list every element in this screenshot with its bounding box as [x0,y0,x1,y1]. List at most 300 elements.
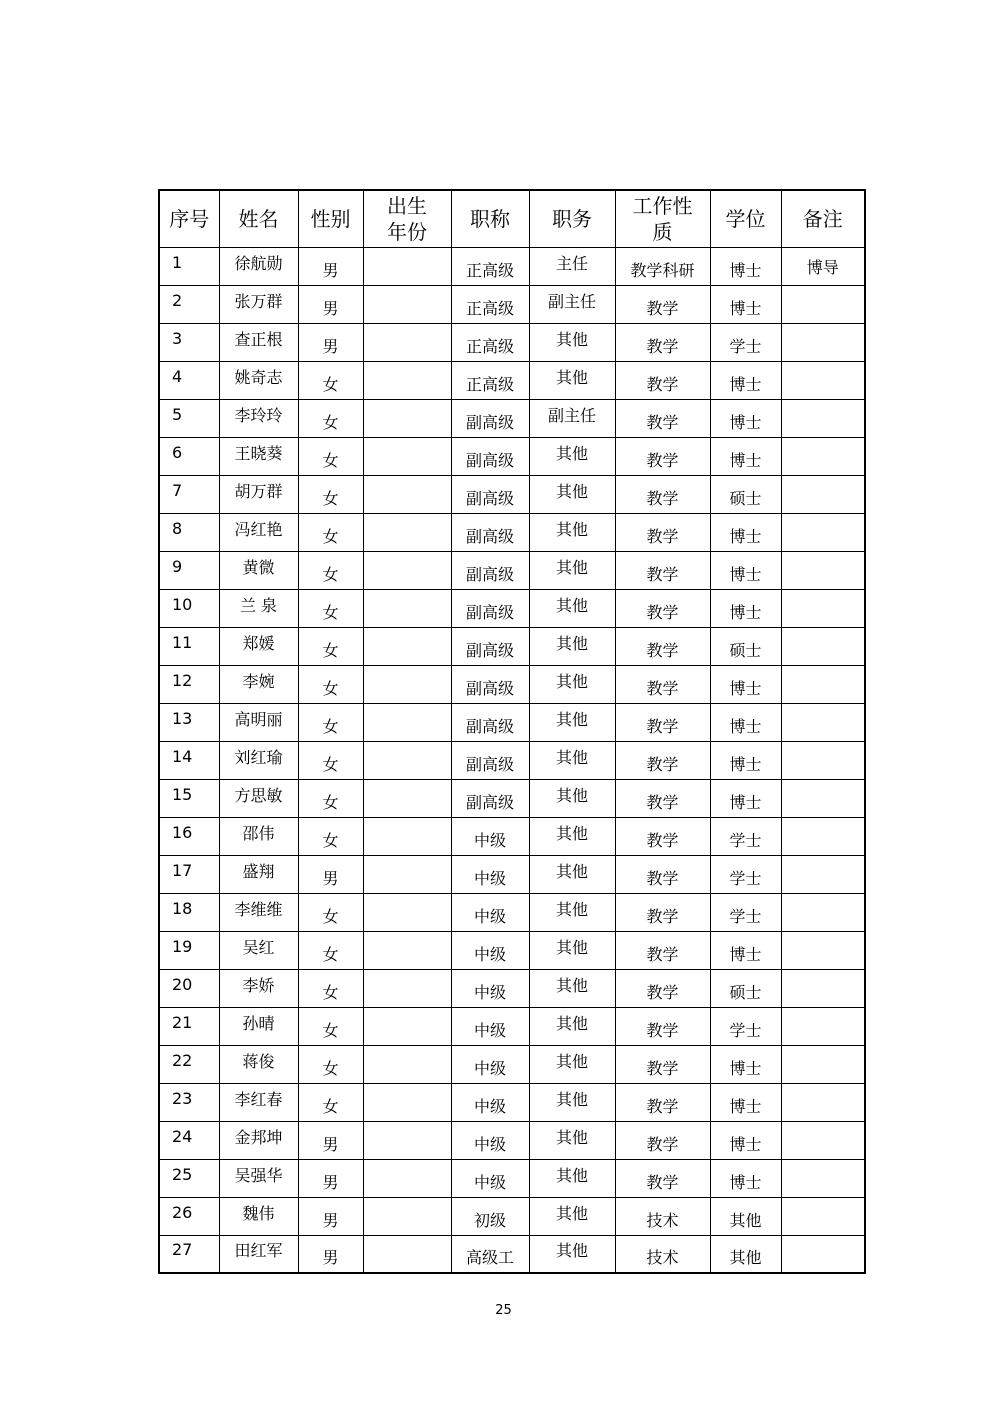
cell-work-nature [615,513,710,551]
table-row [159,1121,865,1159]
table-row [159,1045,865,1083]
cell-title [451,931,529,969]
cell-work-nature-text: 教学 [646,1020,679,1040]
cell-title [451,817,529,855]
cell-degree [710,1121,781,1159]
cell-degree-text: 博士 [729,1096,762,1116]
cell-work-nature [615,1045,710,1083]
cell-name [219,247,298,285]
cell-degree [710,1045,781,1083]
cell-title-text: 中级 [473,944,506,964]
cell-degree [710,855,781,893]
cell-name [219,1235,298,1273]
cell-position [529,1159,615,1197]
cell-name [219,1007,298,1045]
cell-name-text: 蒋俊 [242,1051,275,1071]
cell-birth-year [363,1197,451,1235]
cell-remarks [781,361,865,399]
cell-gender-text: 女 [322,450,339,470]
cell-position-text: 其他 [555,1203,588,1223]
cell-name [219,1045,298,1083]
cell-no-text: 13 [172,708,193,728]
cell-no [159,437,219,475]
cell-work-nature [615,1235,710,1273]
cell-birth-year [363,285,451,323]
cell-no-text: 21 [172,1012,193,1032]
cell-degree-text: 硕士 [729,488,762,508]
cell-degree [710,893,781,931]
cell-degree [710,931,781,969]
cell-position-text: 其他 [555,1127,588,1147]
cell-degree [710,589,781,627]
page-number: 25 [495,1303,512,1318]
cell-gender-text: 女 [322,906,339,926]
cell-degree [710,361,781,399]
cell-name [219,969,298,1007]
cell-work-nature [615,589,710,627]
cell-title-text: 中级 [473,1020,506,1040]
cell-title [451,437,529,475]
cell-gender-text: 女 [322,526,339,546]
table-row [159,323,865,361]
cell-gender-text: 女 [322,792,339,812]
cell-remarks-text: 博导 [806,257,839,277]
cell-remarks [781,1121,865,1159]
cell-title [451,323,529,361]
cell-title [451,1197,529,1235]
cell-remarks [781,969,865,1007]
cell-remarks [781,1083,865,1121]
cell-work-nature [615,1121,710,1159]
cell-work-nature-text: 教学 [646,564,679,584]
cell-position [529,323,615,361]
cell-title-text: 副高级 [465,564,514,584]
table-row [159,551,865,589]
table-row [159,399,865,437]
cell-degree [710,1007,781,1045]
cell-birth-year [363,627,451,665]
cell-no-text: 19 [172,936,193,956]
table-row [159,247,865,285]
cell-no [159,1045,219,1083]
cell-degree-text: 博士 [729,678,762,698]
cell-name [219,779,298,817]
cell-degree [710,665,781,703]
cell-degree [710,627,781,665]
cell-no-text: 2 [172,290,183,310]
cell-title-text: 副高级 [465,792,514,812]
cell-degree [710,703,781,741]
header-birth-year-line2: 年份 [387,219,427,244]
cell-birth-year [363,893,451,931]
cell-gender [298,285,363,323]
cell-gender [298,1007,363,1045]
cell-gender-text: 女 [322,1096,339,1116]
cell-title [451,1045,529,1083]
header-birth-year-line1: 出生 [387,193,427,218]
cell-title [451,779,529,817]
cell-no-text: 3 [172,328,183,348]
cell-no [159,893,219,931]
cell-remarks [781,475,865,513]
cell-work-nature-text: 教学 [646,792,679,812]
cell-birth-year [363,513,451,551]
cell-work-nature-text: 教学 [646,602,679,622]
cell-no [159,703,219,741]
cell-position [529,855,615,893]
cell-title-text: 中级 [473,1134,506,1154]
cell-work-nature-text: 教学 [646,336,679,356]
cell-degree-text: 博士 [729,716,762,736]
cell-title-text: 副高级 [465,412,514,432]
cell-no [159,361,219,399]
cell-gender-text: 男 [322,1248,339,1268]
cell-name [219,855,298,893]
cell-title [451,513,529,551]
cell-gender [298,399,363,437]
cell-no-text: 6 [172,442,183,462]
cell-work-nature-text: 教学 [646,640,679,660]
cell-position [529,893,615,931]
cell-gender [298,969,363,1007]
cell-birth-year [363,931,451,969]
cell-degree-text: 硕士 [729,982,762,1002]
cell-remarks [781,247,865,285]
cell-work-nature [615,665,710,703]
cell-gender [298,779,363,817]
cell-position [529,437,615,475]
cell-work-nature-text: 教学 [646,298,679,318]
cell-position [529,1083,615,1121]
cell-gender-text: 女 [322,374,339,394]
cell-name [219,1121,298,1159]
header-gender: 性别 [298,190,363,247]
cell-name-text: 金邦坤 [234,1127,283,1147]
cell-title-text: 副高级 [465,526,514,546]
cell-name [219,703,298,741]
table-body [159,247,865,1273]
cell-work-nature-text: 教学 [646,1134,679,1154]
cell-title-text: 中级 [473,1058,506,1078]
cell-no-text: 23 [172,1088,193,1108]
cell-position [529,551,615,589]
table-row [159,285,865,323]
cell-work-nature [615,931,710,969]
cell-birth-year [363,1083,451,1121]
cell-no [159,969,219,1007]
cell-name-text: 查正根 [234,329,283,349]
cell-degree [710,399,781,437]
cell-no-text: 17 [172,860,193,880]
cell-remarks [781,779,865,817]
cell-birth-year [363,703,451,741]
staff-table [158,189,866,1274]
cell-work-nature-text: 教学 [646,830,679,850]
cell-position [529,285,615,323]
cell-position [529,399,615,437]
cell-gender [298,551,363,589]
cell-birth-year [363,475,451,513]
cell-work-nature [615,551,710,589]
table-row [159,969,865,1007]
cell-no-text: 4 [172,366,183,386]
cell-position-text: 其他 [555,595,588,615]
cell-name-text: 冯红艳 [234,519,283,539]
cell-no [159,589,219,627]
cell-title [451,1121,529,1159]
cell-no-text: 14 [172,746,193,766]
cell-no [159,323,219,361]
cell-birth-year [363,1121,451,1159]
cell-no [159,779,219,817]
cell-birth-year [363,399,451,437]
cell-degree-text: 学士 [729,1020,762,1040]
table-header-row [159,190,865,247]
cell-degree-text: 博士 [729,754,762,774]
cell-birth-year [363,779,451,817]
cell-title [451,475,529,513]
cell-work-nature-text: 教学 [646,944,679,964]
cell-remarks [781,323,865,361]
cell-position [529,1121,615,1159]
cell-title [451,1159,529,1197]
cell-position-text: 其他 [555,1241,588,1261]
cell-position-text: 其他 [555,937,588,957]
cell-degree [710,1159,781,1197]
cell-birth-year [363,1159,451,1197]
cell-no [159,1007,219,1045]
cell-degree-text: 其他 [729,1248,762,1268]
table-row [159,817,865,855]
cell-gender-text: 女 [322,716,339,736]
cell-gender-text: 男 [322,1172,339,1192]
cell-name-text: 兰 泉 [239,595,278,615]
cell-degree-text: 博士 [729,564,762,584]
cell-no [159,1083,219,1121]
cell-no-text: 20 [172,974,193,994]
cell-gender [298,1235,363,1273]
cell-position-text: 其他 [555,899,588,919]
cell-remarks [781,589,865,627]
cell-position [529,513,615,551]
cell-gender-text: 女 [322,1020,339,1040]
cell-gender-text: 男 [322,1210,339,1230]
cell-name [219,323,298,361]
cell-remarks [781,1045,865,1083]
cell-title-text: 副高级 [465,640,514,660]
cell-no [159,285,219,323]
cell-name [219,931,298,969]
cell-remarks [781,627,865,665]
table-row [159,665,865,703]
cell-birth-year [363,247,451,285]
cell-gender-text: 男 [322,336,339,356]
cell-name [219,285,298,323]
cell-position-text: 其他 [555,1165,588,1185]
cell-name-text: 李婉 [242,671,275,691]
cell-position-text: 其他 [555,1051,588,1071]
table-row [159,741,865,779]
cell-work-nature-text: 教学 [646,1172,679,1192]
cell-title-text: 中级 [473,1172,506,1192]
cell-no [159,627,219,665]
cell-position [529,817,615,855]
cell-gender [298,893,363,931]
cell-no-text: 5 [172,404,183,424]
header-no: 序号 [159,190,219,247]
cell-title [451,589,529,627]
cell-position [529,247,615,285]
cell-title-text: 副高级 [465,450,514,470]
cell-degree-text: 博士 [729,1058,762,1078]
cell-no-text: 12 [172,670,193,690]
cell-work-nature [615,741,710,779]
cell-no-text: 25 [172,1164,193,1184]
cell-gender-text: 男 [322,260,339,280]
cell-degree-text: 学士 [729,830,762,850]
cell-work-nature-text: 教学 [646,412,679,432]
cell-gender [298,247,363,285]
cell-name-text: 方思敏 [234,785,283,805]
cell-degree-text: 博士 [729,1134,762,1154]
cell-gender [298,1045,363,1083]
cell-no-text: 11 [172,632,193,652]
cell-gender-text: 男 [322,298,339,318]
cell-name-text: 邵伟 [242,823,275,843]
table-row [159,779,865,817]
cell-degree-text: 博士 [729,374,762,394]
cell-gender [298,1121,363,1159]
cell-name-text: 吴强华 [234,1165,283,1185]
cell-work-nature-text: 教学 [646,868,679,888]
cell-position [529,779,615,817]
cell-gender-text: 女 [322,640,339,660]
cell-title [451,361,529,399]
cell-work-nature [615,703,710,741]
cell-title [451,1007,529,1045]
cell-no [159,247,219,285]
cell-work-nature-text: 教学 [646,488,679,508]
cell-gender-text: 男 [322,1134,339,1154]
cell-degree-text: 博士 [729,602,762,622]
cell-work-nature-text: 教学科研 [630,260,695,280]
cell-gender [298,817,363,855]
cell-position [529,703,615,741]
cell-position [529,969,615,1007]
cell-remarks [781,931,865,969]
cell-position-text: 其他 [555,367,588,387]
table-row [159,589,865,627]
cell-work-nature [615,817,710,855]
cell-gender [298,931,363,969]
cell-work-nature-text: 教学 [646,716,679,736]
table-row [159,855,865,893]
cell-gender [298,627,363,665]
cell-birth-year [363,323,451,361]
cell-birth-year [363,437,451,475]
cell-name-text: 徐航勋 [234,253,283,273]
cell-name [219,1159,298,1197]
cell-name-text: 张万群 [234,291,283,311]
cell-degree [710,247,781,285]
cell-name [219,1197,298,1235]
cell-work-nature [615,437,710,475]
cell-degree-text: 博士 [729,526,762,546]
cell-work-nature [615,969,710,1007]
cell-name [219,665,298,703]
cell-work-nature-text: 教学 [646,1096,679,1116]
cell-degree-text: 学士 [729,868,762,888]
cell-work-nature-text: 教学 [646,526,679,546]
cell-no [159,1121,219,1159]
cell-title [451,1083,529,1121]
header-work-nature [615,190,710,247]
cell-no-text: 10 [172,594,193,614]
cell-name-text: 李娇 [242,975,275,995]
cell-no-text: 26 [172,1202,193,1222]
cell-name-text: 李维维 [234,899,283,919]
cell-birth-year [363,361,451,399]
cell-name [219,893,298,931]
cell-position [529,1045,615,1083]
cell-work-nature [615,247,710,285]
cell-work-nature-text: 教学 [646,754,679,774]
cell-work-nature [615,1197,710,1235]
cell-title-text: 中级 [473,906,506,926]
cell-work-nature [615,627,710,665]
cell-degree-text: 其他 [729,1210,762,1230]
cell-degree [710,1197,781,1235]
cell-remarks [781,893,865,931]
cell-gender [298,741,363,779]
cell-no [159,1197,219,1235]
cell-title-text: 正高级 [465,260,514,280]
cell-remarks [781,399,865,437]
cell-position-text: 副主任 [547,405,596,425]
cell-no-text: 18 [172,898,193,918]
cell-degree [710,1235,781,1273]
cell-no-text: 1 [172,252,183,272]
cell-degree [710,779,781,817]
cell-title-text: 初级 [473,1210,506,1230]
cell-degree [710,513,781,551]
cell-gender [298,361,363,399]
cell-position [529,475,615,513]
cell-gender [298,1197,363,1235]
cell-work-nature [615,1083,710,1121]
table-row [159,893,865,931]
cell-name-text: 姚奇志 [234,367,283,387]
cell-title [451,665,529,703]
cell-name-text: 胡万群 [234,481,283,501]
cell-degree [710,1083,781,1121]
cell-title [451,741,529,779]
cell-position-text: 其他 [555,1013,588,1033]
cell-work-nature [615,855,710,893]
cell-name-text: 王晓葵 [234,443,283,463]
cell-degree [710,323,781,361]
header-title: 职称 [451,190,529,247]
cell-no-text: 9 [172,556,183,576]
cell-degree [710,969,781,1007]
cell-gender [298,703,363,741]
cell-position [529,1197,615,1235]
cell-degree-text: 博士 [729,412,762,432]
cell-work-nature [615,399,710,437]
cell-gender-text: 女 [322,488,339,508]
cell-position-text: 其他 [555,519,588,539]
table-row [159,1235,865,1273]
